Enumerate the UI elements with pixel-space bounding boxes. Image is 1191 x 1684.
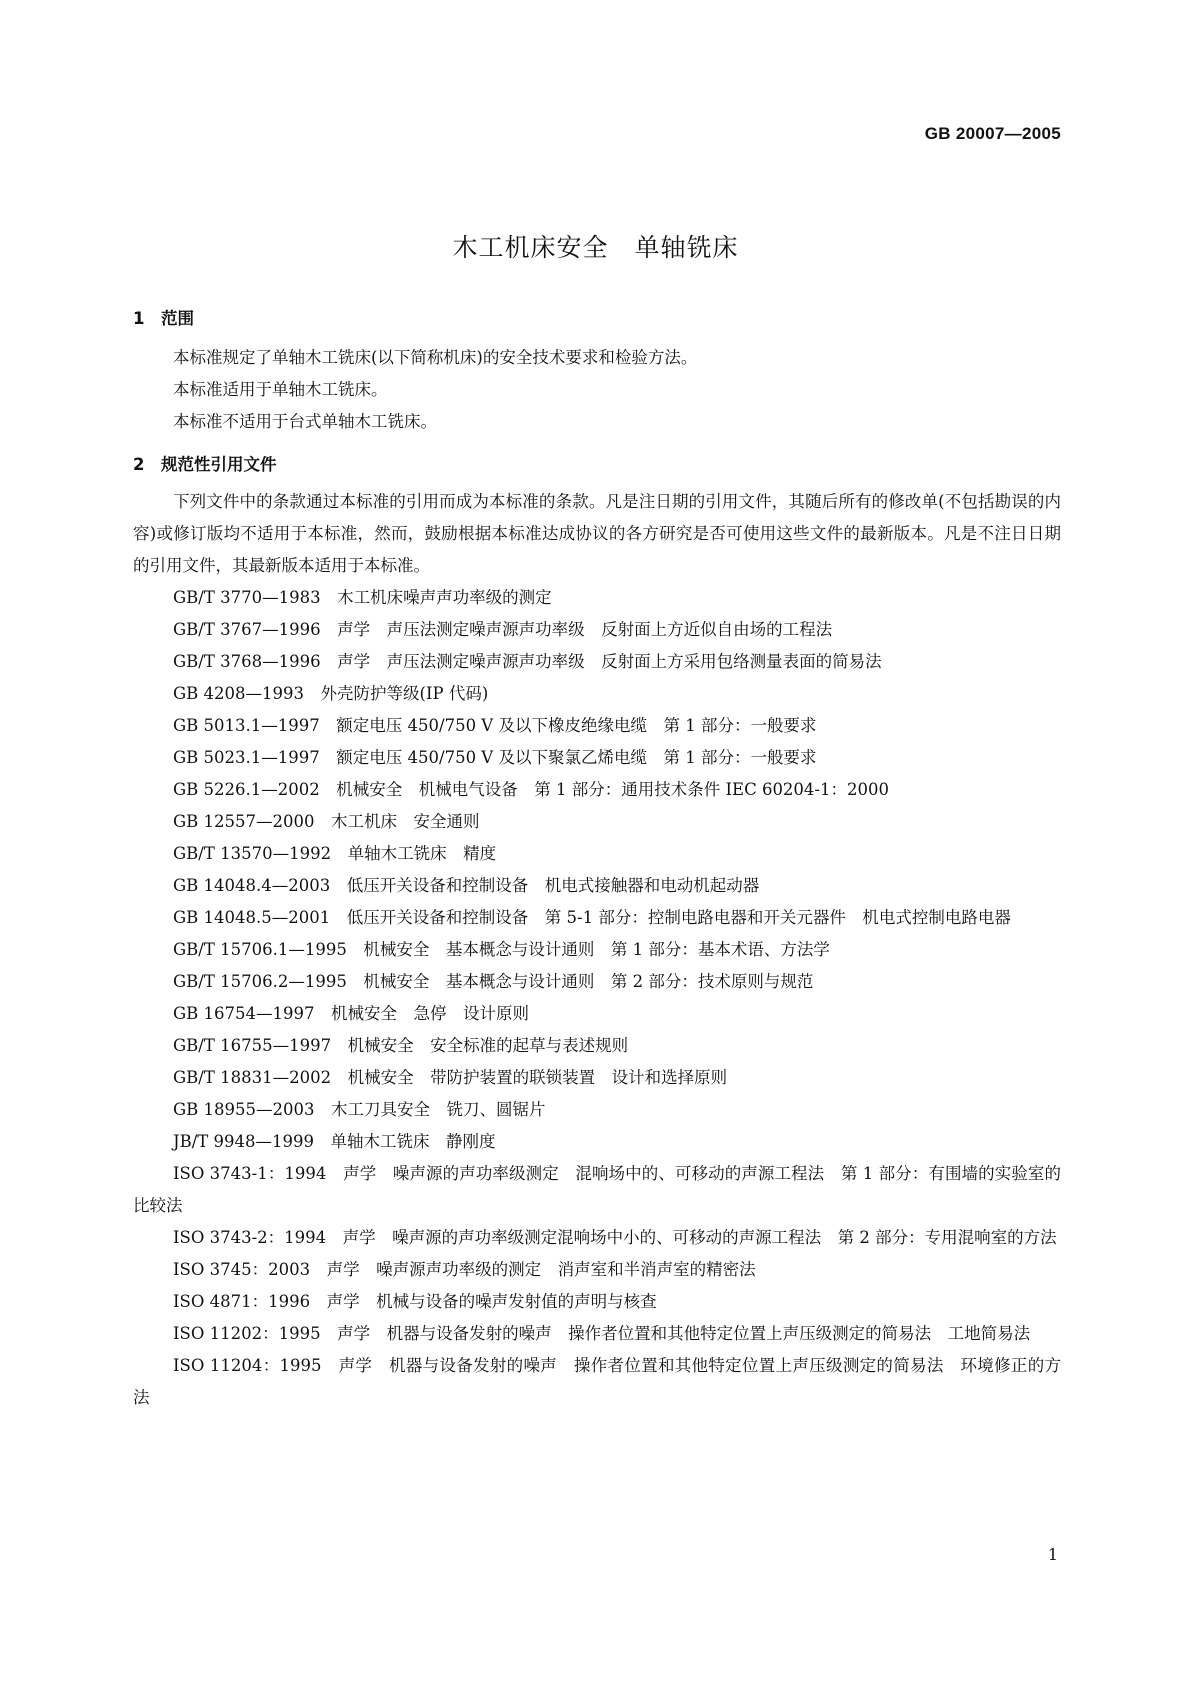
section-2-body [133, 486, 1061, 1414]
scope-paragraph: 本标准规定了单轴木工铣床(以下简称机床)的安全技术要求和检验方法。 [173, 348, 698, 367]
reference-item: ISO 3743-1：1994 声学 噪声源的声功率级测定 混响场中的、可移动的声源工程法 第 1 部分：有围墙的实验室的比较法 [133, 1164, 1061, 1215]
scope-paragraph: 本标准不适用于台式单轴木工铣床。 [173, 412, 437, 431]
section-1-heading: 1 范围 [133, 309, 194, 328]
reference-item: GB 18955—2003 木工刀具安全 铣刀、圆锯片 [173, 1100, 546, 1119]
reference-item: GB 16754—1997 机械安全 急停 设计原则 [173, 1004, 530, 1023]
reference-item: GB/T 15706.2—1995 机械安全 基本概念与设计通则 第 2 部分：技术原则与规范 [173, 972, 814, 991]
reference-item: GB 5013.1—1997 额定电压 450/750 V 及以下橡皮绝缘电缆 第 1 部分：一般要求 [173, 716, 817, 735]
normative-intro: 下列文件中的条款通过本标准的引用而成为本标准的条款。凡是注日期的引用文件，其随后所有的修改单(不包括勘误的内容)或修订版均不适用于本标准，然而，鼓励根据本标准达成协议的各方研究是否可使用这些文件的最新版本。凡是不注日日期的引用文件，其最新版本适用于本标准。 [133, 492, 1061, 575]
reference-item: GB 14048.4—2003 低压开关设备和控制设备 机电式接触器和电动机起动器 [173, 876, 760, 895]
document-title: 木工机床安全 单轴铣床 [452, 233, 739, 262]
page-number: 1 [1047, 1545, 1058, 1564]
reference-item: ISO 11204：1995 声学 机器与设备发射的噪声 操作者位置和其他特定位置上声压级测定的简易法 环境修正的方法 [133, 1356, 1061, 1407]
reference-item: ISO 3743-2：1994 声学 噪声源的声功率级测定混响场中小的、可移动的声源工程法 第 2 部分：专用混响室的方法 [173, 1228, 1057, 1247]
reference-item: GB 14048.5—2001 低压开关设备和控制设备 第 5-1 部分：控制电路电器和开关元器件 机电式控制电路电器 [173, 908, 1011, 927]
reference-item: GB/T 16755—1997 机械安全 安全标准的起草与表述规则 [173, 1036, 629, 1055]
reference-item: GB 5023.1—1997 额定电压 450/750 V 及以下聚氯乙烯电缆 第 1 部分：一般要求 [173, 748, 817, 767]
reference-item: GB/T 15706.1—1995 机械安全 基本概念与设计通则 第 1 部分：基本术语、方法学 [173, 940, 830, 959]
reference-item: ISO 4871：1996 声学 机械与设备的噪声发射值的声明与核查 [173, 1292, 657, 1311]
reference-item: GB 12557—2000 木工机床 安全通则 [173, 812, 480, 831]
reference-item: JB/T 9948—1999 单轴木工铣床 静刚度 [173, 1132, 496, 1151]
section-2-heading: 2 规范性引用文件 [133, 455, 277, 474]
reference-item: GB/T 18831—2002 机械安全 带防护装置的联锁装置 设计和选择原则 [173, 1068, 728, 1087]
standard-code: GB 20007—2005 [924, 124, 1061, 143]
reference-item: GB 5226.1—2002 机械安全 机械电气设备 第 1 部分：通用技术条件 IEC 60204-1：2000 [173, 780, 889, 799]
reference-item: ISO 3745：2003 声学 噪声源声功率级的测定 消声室和半消声室的精密法 [173, 1260, 756, 1279]
reference-item: GB 4208—1993 外壳防护等级(IP 代码) [173, 684, 489, 703]
reference-item: GB/T 13570—1992 单轴木工铣床 精度 [173, 844, 497, 863]
scope-paragraph: 本标准适用于单轴木工铣床。 [173, 380, 388, 399]
reference-item: GB/T 3767—1996 声学 声压法测定噪声源声功率级 反射面上方近似自由场的工程法 [173, 620, 833, 639]
reference-item: GB/T 3770—1983 木工机床噪声声功率级的测定 [173, 588, 552, 607]
reference-item: ISO 11202：1995 声学 机器与设备发射的噪声 操作者位置和其他特定位置上声压级测定的简易法 工地简易法 [173, 1324, 1031, 1343]
reference-item: GB/T 3768—1996 声学 声压法测定噪声源声功率级 反射面上方采用包络测量表面的简易法 [173, 652, 882, 671]
section-1-body [133, 342, 1061, 438]
